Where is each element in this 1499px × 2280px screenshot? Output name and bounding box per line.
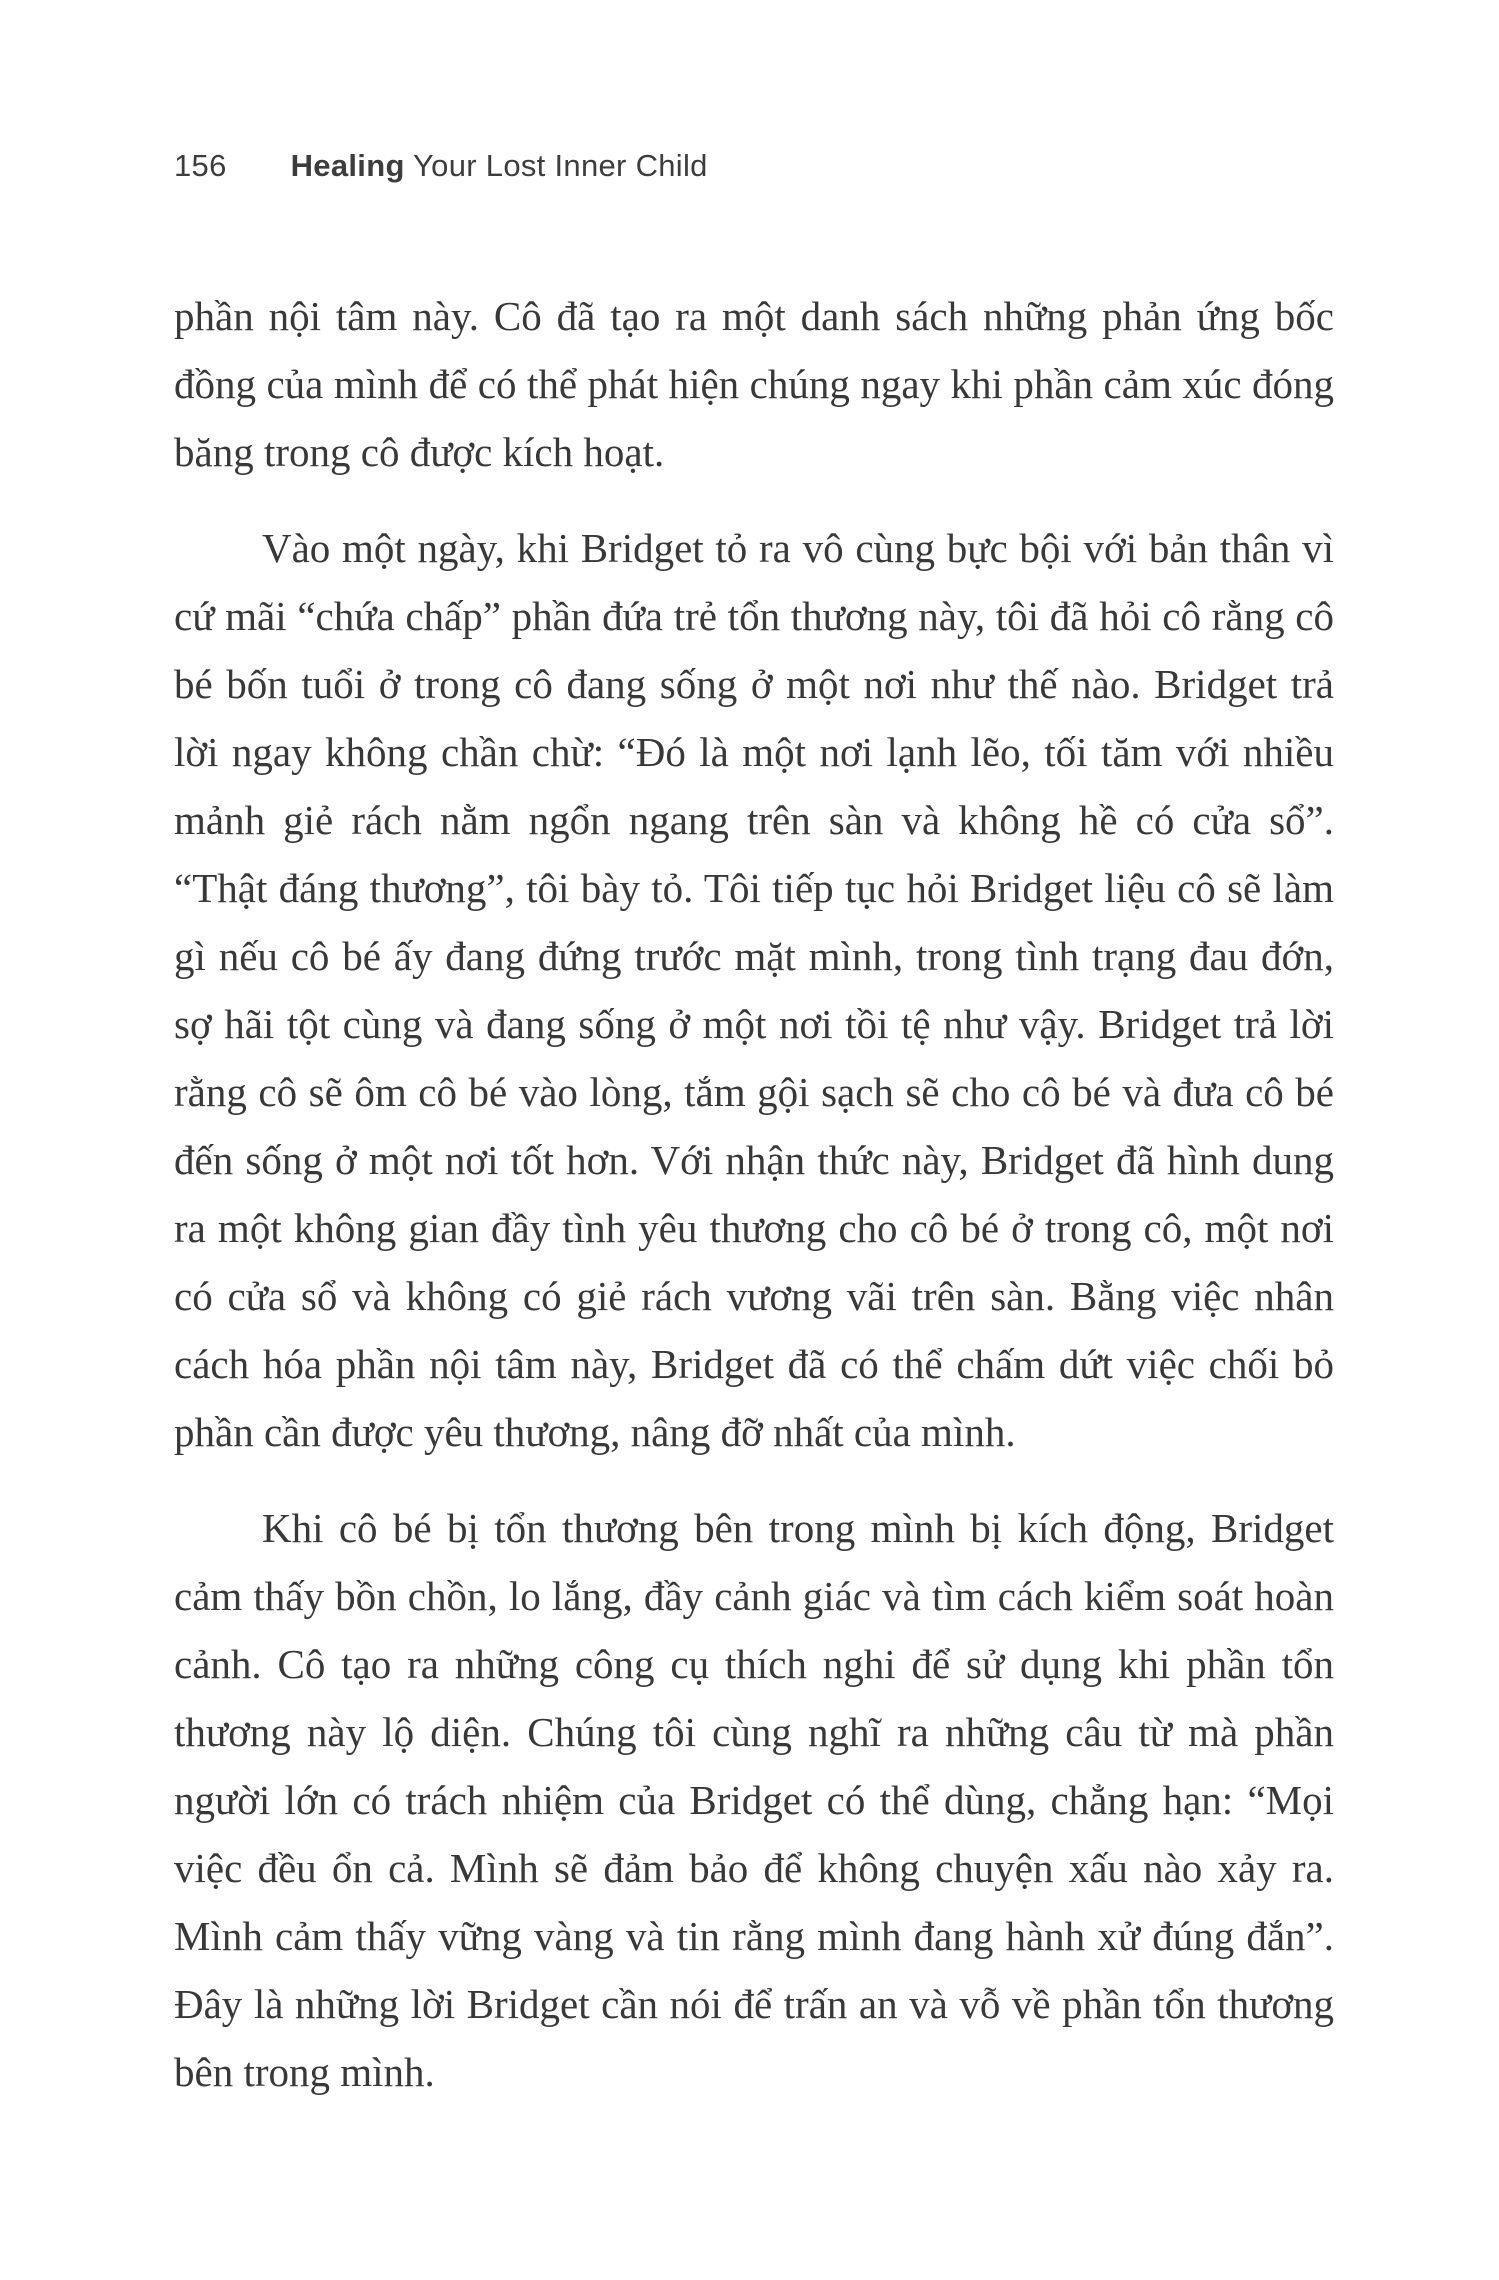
running-title [291,148,708,184]
running-header [174,148,1325,184]
paragraph-2: Vào một ngày, khi Bridget tỏ ra vô cùng bực bội với bản thân vì cứ mãi “chứa chấp” phần đứa trẻ tổn thương này, tôi đã hỏi cô rằng cô bé bốn tuổi ở trong cô đang sống ở một nơi như thế nào. Bridget trả lời ngay không chần chừ: “Đó là một nơi lạnh lẽo, tối tăm với nhiều mảnh giẻ rách nằm ngổn ngang trên sàn và không hề có cửa sổ”. “Thật đáng thương”, tôi bày tỏ. Tôi tiếp tục hỏi Bridget liệu cô sẽ làm gì nếu cô bé ấy đang đứng trước mặt mình, trong tình trạng đau đớn, sợ hãi tột cùng và đang sống ở một nơi tồi tệ như vậy. Bridget trả lời rằng cô sẽ ôm cô bé vào lòng, tắm gội sạch sẽ cho cô bé và đưa cô bé đến sống ở một nơi tốt hơn. Với nhận thức này, Bridget đã hình dung ra một không gian đầy tình yêu thương cho cô bé ở trong cô, một nơi có cửa sổ và không có giẻ rách vương vãi trên sàn. Bằng việc nhân cách hóa phần nội tâm này, Bridget đã có thể chấm dứt việc chối bỏ phần cần được yêu thương, nâng đỡ nhất của mình. [174,525,1334,1455]
running-title-bold: Healing [290,148,405,183]
page-number: 156 [174,148,227,183]
running-title-rest: Your Lost Inner Child [404,148,708,183]
paragraph-3: Khi cô bé bị tổn thương bên trong mình bị kích động, Bridget cảm thấy bồn chồn, lo lắng, đầy cảnh giác và tìm cách kiểm soát hoàn cảnh. Cô tạo ra những công cụ thích nghi để sử dụng khi phần tổn thương này lộ diện. Chúng tôi cùng nghĩ ra những câu từ mà phần người lớn có trách nhiệm của Bridget có thể dùng, chẳng hạn: “Mọi việc đều ổn cả. Mình sẽ đảm bảo để không chuyện xấu nào xảy ra. Mình cảm thấy vững vàng và tin rằng mình đang hành xử đúng đắn”. Đây là những lời Bridget cần nói để trấn an và vỗ về phần tổn thương bên trong mình. [174,1505,1334,2095]
paragraph-1: phần nội tâm này. Cô đã tạo ra một danh sách những phản ứng bốc đồng của mình để có thể phát hiện chúng ngay khi phần cảm xúc đóng băng trong cô được kích hoạt. [174,293,1334,475]
page-body [174,282,1334,2134]
